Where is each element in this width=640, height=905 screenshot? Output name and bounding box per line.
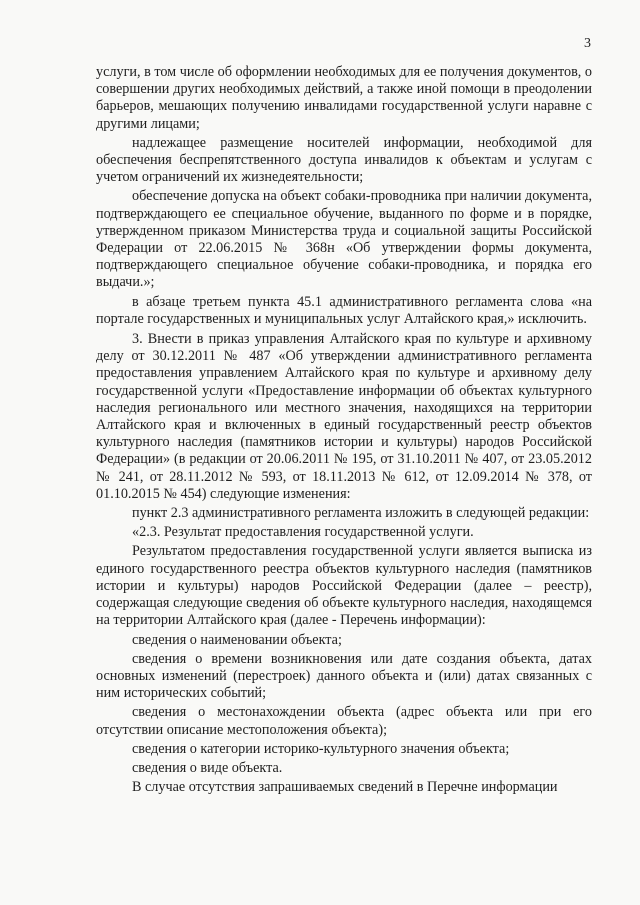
paragraph-item-3: 3. Внести в приказ управления Алтайского края по культуре и архивному делу от 30.12.2011 № 487 «Об утверждении административного регламента предоставления управлением Алтайского края по культуре и архивному делу государственной услуги «Предоставление информации об объектах культурного наследия регионального или местного значения, находящихся на территории Алтайского края и включенных в единый государственный реестр объектов культурного наследия (памятников истории и культуры) народов Российской Федерации» (в редакции от 20.06.2011 № 195, от 31.10.2011 № 407, от 23.05.2012 № 241, от 28.11.2012 № 593, от 18.11.2013 № 612, от 12.09.2014 № 378, от 01.10.2015 № 454) следующие изменения: — [96, 331, 592, 502]
paragraph-point-2-3: пункт 2.3 административного регламента изложить в следующей редакции: — [132, 505, 590, 522]
list-item-location: сведения о местонахождении объекта (адрес объекта или при его отсутствии описание местоположения объекта); — [96, 704, 592, 738]
list-item-time: сведения о времени возникновения или дате создания объекта, датах основных изменений (перестроек) данного объекта и (или) датах связанных с ним исторических событий; — [96, 650, 592, 702]
list-item-name: сведения о наименовании объекта; — [132, 631, 342, 648]
paragraph-absence: В случае отсутствия запрашиваемых сведений в Перечне информации — [132, 779, 558, 796]
page-number: 3 — [584, 36, 591, 51]
document-body — [96, 64, 592, 796]
paragraph-abzac-45-1: в абзаце третьем пункта 45.1 административного регламента слова «на портале государственных и муниципальных услуг Алтайского края,» исключить. — [96, 293, 592, 327]
list-item-type: сведения о виде объекта. — [132, 759, 283, 776]
list-item-category: сведения о категории историко-культурного значения объекта; — [132, 740, 510, 757]
paragraph-heading-2-3: «2.3. Результат предоставления государственной услуги. — [132, 524, 474, 541]
paragraph-guide-dog: обеспечение допуска на объект собаки-проводника при наличии документа, подтверждающего ее специальное обучение, выданного по форме и в порядке, утвержденном приказом Министерства труда и социальной защиты Российской Федерации от 22.06.2015 № 368н «Об утверждении формы документа, подтверждающего специальное обучение собаки-проводника, и порядка его выдачи.»; — [96, 188, 592, 291]
paragraph-result: Результатом предоставления государственной услуги является выписка из единого государственного реестра объектов культурного наследия (памятников истории и культуры) народов Российской Федерации (далее – реестр), содержащая следующие сведения об объекте культурного наследия, находящемся на территории Алтайского края (далее - Перечень информации): — [96, 543, 592, 629]
paragraph-continuation: услуги, в том числе об оформлении необходимых для ее получения документов, о совершении других необходимых действий, а также иной помощи в преодолении барьеров, мешающих получению инвалидами государственной услуги наравне с другими лицами; — [96, 64, 592, 132]
paragraph-info-carriers: надлежащее размещение носителей информации, необходимой для обеспечения беспрепятственного доступа инвалидов к объектам и услугам с учетом ограничений их жизнедеятельности; — [96, 134, 592, 186]
